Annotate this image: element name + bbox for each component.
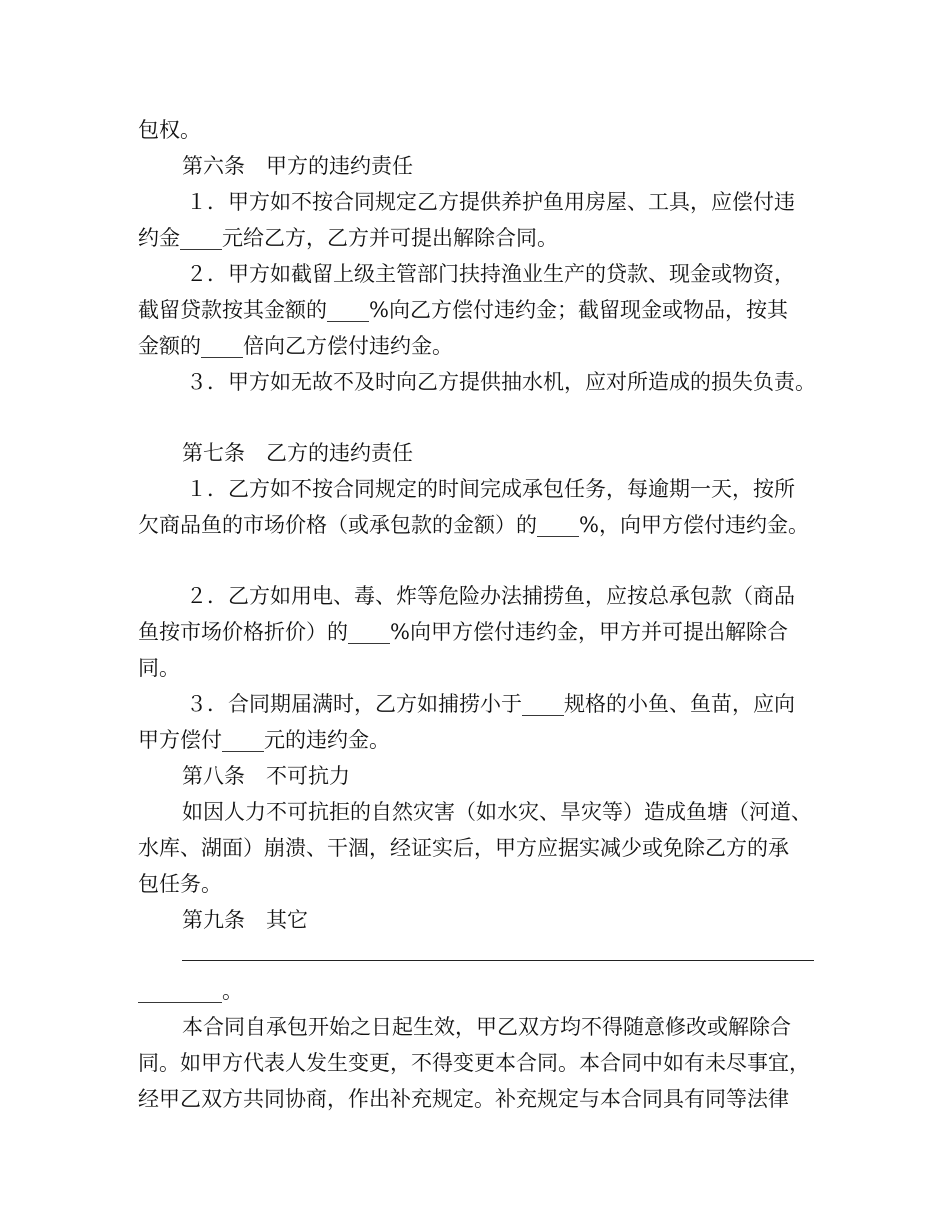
article-7-clause-1-line-2: 欠商品鱼的市场价格（或承包款的金额）的____%，向甲方偿付违约金。: [138, 513, 809, 537]
article-8-line-2: 水库、湖面）崩溃、干涸，经证实后，甲方应据实减少或免除乙方的承: [138, 836, 789, 860]
article-8-line-3: 包任务。: [138, 872, 222, 896]
article-7-clause-3-line-2: 甲方偿付____元的违约金。: [138, 728, 390, 752]
blank-fill-end: ________。: [138, 979, 243, 1003]
article-7-clause-1-line-1: １．乙方如不按合同规定的时间完成承包任务，每逾期一天，按所: [186, 477, 795, 501]
article-6-clause-1-line-1: １．甲方如不按合同规定乙方提供养护鱼用房屋、工具，应偿付违: [186, 190, 795, 214]
article-7-clause-2-line-1: ２．乙方如用电、毒、炸等危险办法捕捞鱼，应按总承包款（商品: [186, 584, 795, 608]
text-line-continuation: 包权。: [138, 118, 201, 142]
closing-line-3: 经甲乙双方共同协商，作出补充规定。补充规定与本合同具有同等法律: [138, 1087, 789, 1111]
article-8-heading: 第八条 不可抗力: [182, 764, 350, 788]
article-6-clause-3: ３．甲方如无故不及时向乙方提供抽水机，应对所造成的损失负责。: [186, 370, 816, 394]
article-6-heading: 第六条 甲方的违约责任: [182, 154, 413, 178]
article-7-clause-2-line-3: 同。: [138, 656, 180, 680]
article-9-heading: 第九条 其它: [182, 908, 308, 932]
article-7-heading: 第七条 乙方的违约责任: [182, 441, 413, 465]
article-6-clause-1-line-2: 约金____元给乙方，乙方并可提出解除合同。: [138, 226, 558, 250]
article-7-clause-2-line-2: 鱼按市场价格折价）的____%向甲方偿付违约金，甲方并可提出解除合: [138, 620, 788, 644]
closing-line-2: 同。如甲方代表人发生变更，不得变更本合同。本合同中如有未尽事宜，: [138, 1051, 810, 1075]
blank-fill-line: [182, 960, 814, 961]
article-6-clause-2-line-3: 金额的____倍向乙方偿付违约金。: [138, 334, 453, 358]
article-6-clause-2-line-1: ２．甲方如截留上级主管部门扶持渔业生产的贷款、现金或物资，: [186, 262, 795, 286]
article-8-line-1: 如因人力不可抗拒的自然灾害（如水灾、旱灾等）造成鱼塘（河道、: [182, 800, 812, 824]
closing-line-1: 本合同自承包开始之日起生效，甲乙双方均不得随意修改或解除合: [182, 1015, 791, 1039]
article-7-clause-3-line-1: ３．合同期届满时，乙方如捕捞小于____规格的小鱼、鱼苗，应向: [186, 692, 795, 716]
article-6-clause-2-line-2: 截留贷款按其金额的____%向乙方偿付违约金；截留现金或物品，按其: [138, 298, 788, 322]
